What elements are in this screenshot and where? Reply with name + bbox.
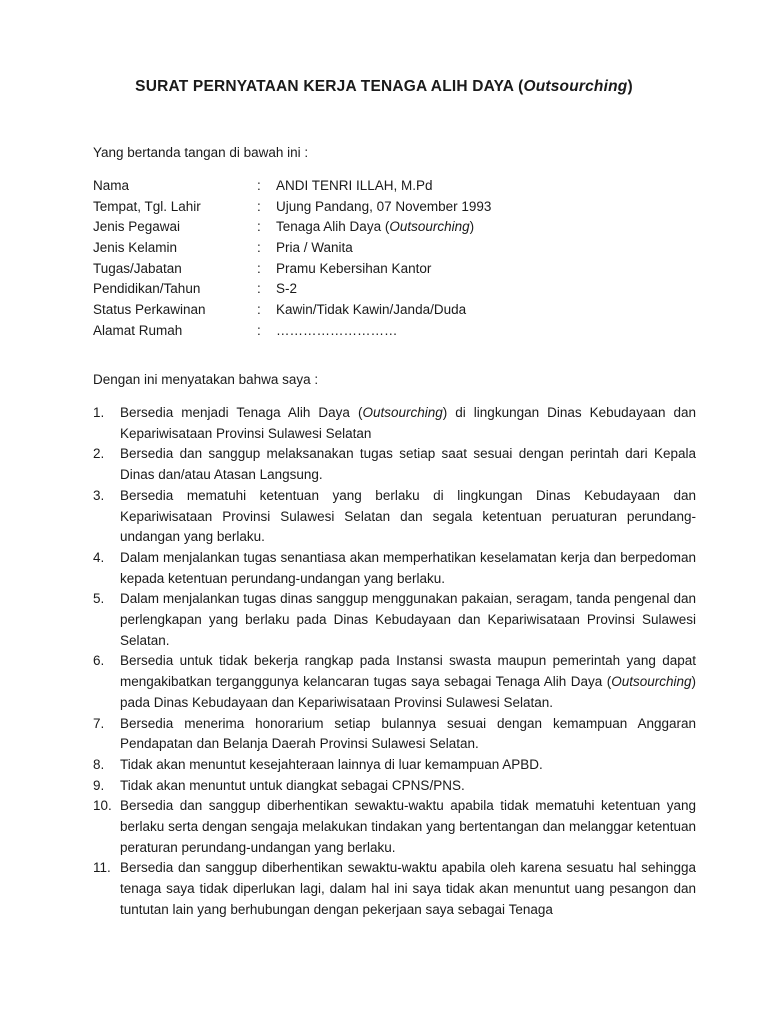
item-number: 9. — [93, 777, 105, 793]
item-text-suffix: ) pada Dinas Kebudayaan dan Kepariwisataan Provinsi Sulawesi Selatan. — [120, 674, 696, 710]
title-prefix: SURAT PERNYATAAN KERJA TENAGA ALIH DAYA ( — [135, 78, 524, 95]
document-title — [0, 78, 768, 96]
identity-label: Alamat Rumah — [93, 322, 183, 338]
item-text: Bersedia mematuhi ketentuan yang berlaku di lingkungan Dinas Kebudayaan dan Kepariwisataan Provinsi Sulawesi Selatan dan segala ketentuan peruaturan perundang-undangan yang berlaku. — [120, 487, 696, 545]
identity-value: ANDI TENRI ILLAH, M.Pd — [276, 178, 433, 193]
statement-list — [93, 403, 696, 921]
identity-value: Pria / Wanita — [276, 240, 353, 256]
value-suffix: ) — [469, 219, 475, 235]
item-number: 2. — [93, 446, 105, 462]
identity-label: Pendidikan/Tahun — [93, 281, 201, 297]
item-text: Tidak akan menuntut untuk diangkat sebagai CPNS/PNS. — [120, 777, 465, 793]
item-text-italic: Outsourching — [362, 405, 443, 420]
item-text-prefix: Bersedia menjadi Tenaga Alih Daya ( — [120, 405, 363, 420]
identity-label: Jenis Pegawai — [93, 219, 181, 235]
value-italic: Outsourching — [389, 219, 470, 235]
identity-label: Jenis Kelamin — [93, 240, 178, 256]
identity-value: Pramu Kebersihan Kantor — [276, 260, 432, 276]
item-text-suffix: ) di lingkungan Dinas Kebudayaan dan Kepariwisataan Provinsi Sulawesi Selatan — [120, 405, 697, 441]
item-number: 7. — [93, 715, 105, 731]
identity-label: Status Perkawinan — [93, 302, 206, 318]
item-text: Bersedia dan sanggup diberhentikan sewaktu-waktu apabila oleh karena sesuatu hal sehingga tenaga saya tidak diperlukan lagi, dalam hal ini saya tidak akan menuntut uang pesangon dan tuntutan lain yang berhubungan dengan pekerjaan saya sebagai Tenaga — [120, 860, 696, 917]
item-text: Bersedia dan sanggup diberhentikan sewaktu-waktu apabila tidak mematuhi ketentuan yang berlaku serta dengan sengaja melakukan tindakan yang bertentangan dan melanggar ketentuan peraturan perundang-undangan yang berlaku. — [120, 798, 696, 855]
identity-colon: : — [257, 302, 261, 318]
list-item — [93, 651, 696, 713]
item-number: 8. — [93, 756, 105, 772]
identity-colon: : — [257, 260, 261, 276]
identity-label: Nama — [93, 178, 130, 193]
item-text: Dalam menjalankan tugas dinas sanggup menggunakan pakaian, seragam, tanda pengenal dan perlengkapan yang berlaku pada Dinas Kebudayaan dan Kepariwisataan Provinsi Sulawesi Selatan. — [120, 591, 696, 648]
identity-value: Kawin/Tidak Kawin/Janda/Duda — [276, 302, 467, 318]
intro-text: Yang bertanda tangan di bawah ini : — [93, 145, 309, 160]
item-text: Dalam menjalankan tugas senantiasa akan memperhatikan keselamatan kerja dan berpedoman kepada ketentuan perundang-undangan yang berlaku. — [120, 549, 696, 586]
title-italic: Outsourching — [523, 78, 628, 95]
identity-colon: : — [257, 322, 261, 338]
identity-value: Ujung Pandang, 07 November 1993 — [276, 198, 492, 214]
item-text-prefix: Bersedia untuk tidak bekerja rangkap pada Instansi swasta maupun pemerintah yang dapat mengakibatkan terganggunya kelancaran tugas saya sebagai Tenaga Alih Daya ( — [120, 653, 696, 690]
list-item — [93, 548, 696, 589]
declaration-text: Dengan ini menyatakan bahwa saya : — [93, 372, 319, 387]
list-item — [93, 403, 696, 444]
identity-label: Tugas/Jabatan — [93, 260, 182, 276]
item-text: Bersedia dan sanggup melaksanakan tugas setiap saat sesuai dengan perintah dari Kepala Dinas dan/atau Atasan Langsung. — [120, 446, 696, 483]
list-item — [93, 858, 696, 920]
identity-value: ……………………… — [276, 322, 398, 338]
list-item — [93, 714, 696, 755]
title-suffix: ) — [627, 78, 633, 95]
item-number: 11. — [93, 860, 111, 876]
identity-value: S-2 — [276, 281, 298, 297]
list-item — [93, 589, 696, 651]
value-prefix: Tenaga Alih Daya ( — [276, 219, 390, 235]
item-text-italic: Outsourching — [611, 674, 692, 690]
item-text: Tidak akan menuntut kesejahteraan lainnya di luar kemampuan APBD. — [120, 756, 543, 772]
identity-colon: : — [257, 281, 261, 297]
list-item — [93, 776, 696, 797]
item-number: 10. — [93, 798, 112, 814]
identity-colon: : — [257, 219, 261, 235]
identity-label: Tempat, Tgl. Lahir — [93, 198, 201, 214]
item-number: 1. — [93, 405, 105, 420]
list-item — [93, 486, 696, 548]
item-number: 5. — [93, 591, 105, 607]
item-number: 3. — [93, 487, 105, 503]
identity-colon: : — [257, 240, 261, 256]
identity-colon: : — [257, 178, 261, 193]
identity-colon: : — [257, 198, 261, 214]
item-number: 6. — [93, 653, 105, 669]
identity-value — [276, 217, 474, 238]
list-item — [93, 755, 696, 776]
item-text: Bersedia menerima honorarium setiap bulannya sesuai dengan kemampuan Anggaran Pendapatan dan Belanja Daerah Provinsi Sulawesi Selatan. — [120, 715, 696, 752]
list-item — [93, 444, 696, 485]
list-item — [93, 796, 696, 858]
item-number: 4. — [93, 549, 105, 565]
